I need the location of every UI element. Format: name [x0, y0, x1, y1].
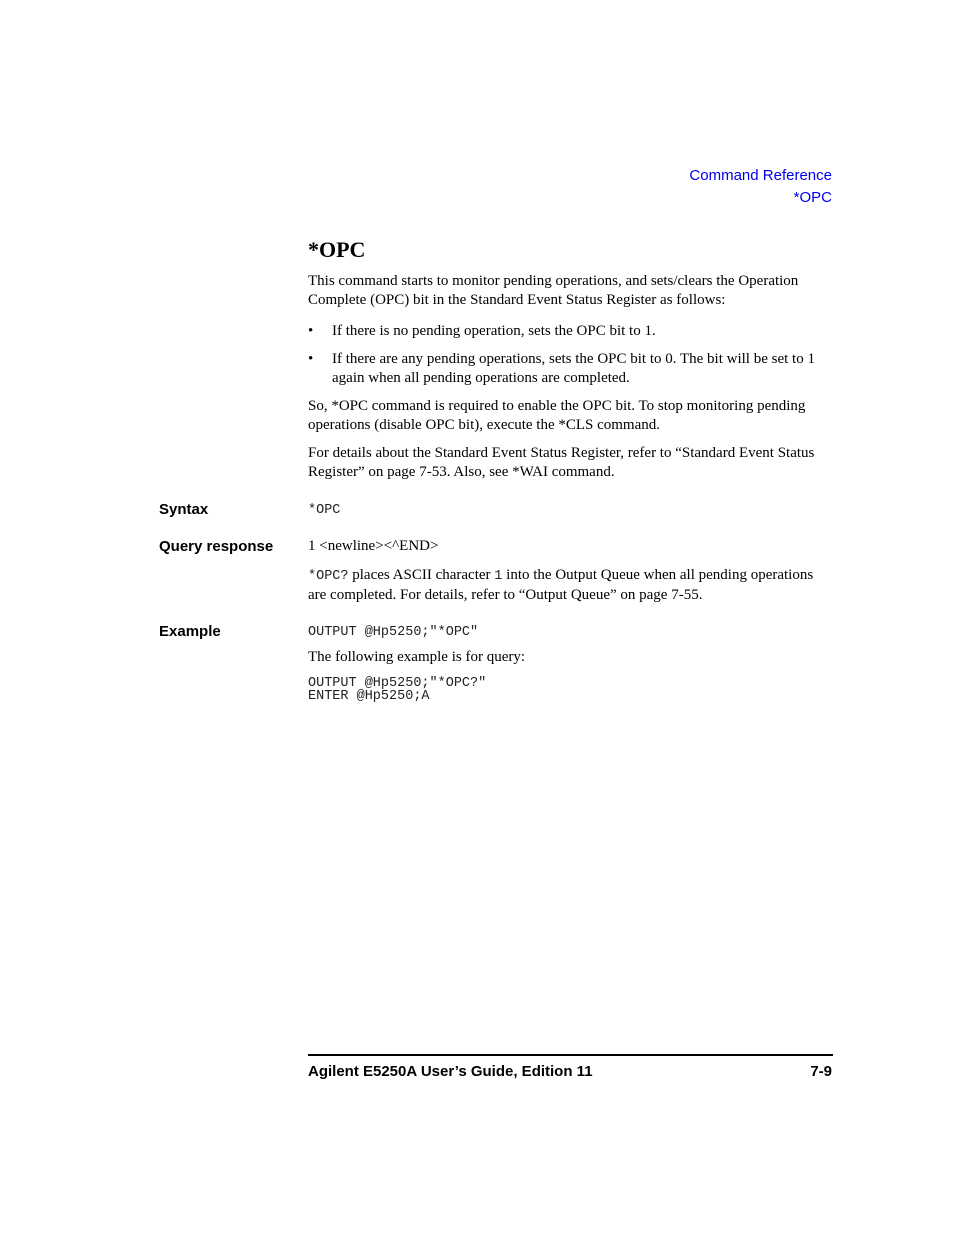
details-paragraph: For details about the Standard Event Status Register, refer to “Standard Event Status Register” on page 7-53. Also, see *WAI command.: [308, 445, 815, 480]
example-text: The following example is for query:: [308, 649, 526, 665]
bullet-text: If there are any pending operations, sets the OPC bit to 0. The bit will be set to 1 again when all pending operations are completed.: [332, 351, 815, 386]
bullet-glyph: •: [308, 323, 314, 339]
running-header: [689, 165, 832, 209]
footer-divider: [308, 1054, 833, 1056]
page-number: 7-9: [810, 1063, 832, 1080]
example-query-code-line: ENTER @Hp5250;A: [308, 689, 430, 704]
list-item: [308, 350, 833, 388]
header-section-link[interactable]: Command Reference: [689, 167, 832, 184]
query-code-inline: *OPC?: [308, 569, 349, 584]
query-text-part2: into the Output Queue when all pending operations are completed. For details, refer to “Output Queue” on page 7-55.: [308, 567, 814, 603]
bullet-glyph: •: [308, 351, 314, 367]
query-response-line: 1 <newline><^END>: [308, 538, 439, 554]
example-code: OUTPUT @Hp5250;"*OPC": [308, 625, 479, 640]
bullet-list: [308, 322, 833, 397]
list-item: [308, 322, 833, 341]
footer-title: Agilent E5250A User’s Guide, Edition 11: [308, 1063, 593, 1080]
enable-paragraph: So, *OPC command is required to enable the OPC bit. To stop monitoring pending operations (disable OPC bit), execute the *CLS command.: [308, 398, 806, 433]
syntax-label: Syntax: [159, 501, 209, 518]
query-response-label: Query response: [159, 538, 274, 555]
header-command-link[interactable]: *OPC: [793, 189, 832, 206]
query-text-part1: places ASCII character: [348, 567, 495, 583]
example-query-code-line: OUTPUT @Hp5250;"*OPC?": [308, 676, 487, 691]
example-label: Example: [159, 623, 221, 640]
example-query-code: [308, 677, 486, 703]
syntax-code: *OPC: [308, 503, 341, 518]
query-response-description: [308, 566, 833, 605]
query-code-char: 1: [494, 569, 503, 584]
bullet-text: If there is no pending operation, sets the OPC bit to 1.: [332, 323, 656, 339]
page-title: *OPC: [308, 237, 366, 262]
intro-paragraph: This command starts to monitor pending operations, and sets/clears the Operation Complete (OPC) bit in the Standard Event Status Register as follows:: [308, 273, 799, 308]
